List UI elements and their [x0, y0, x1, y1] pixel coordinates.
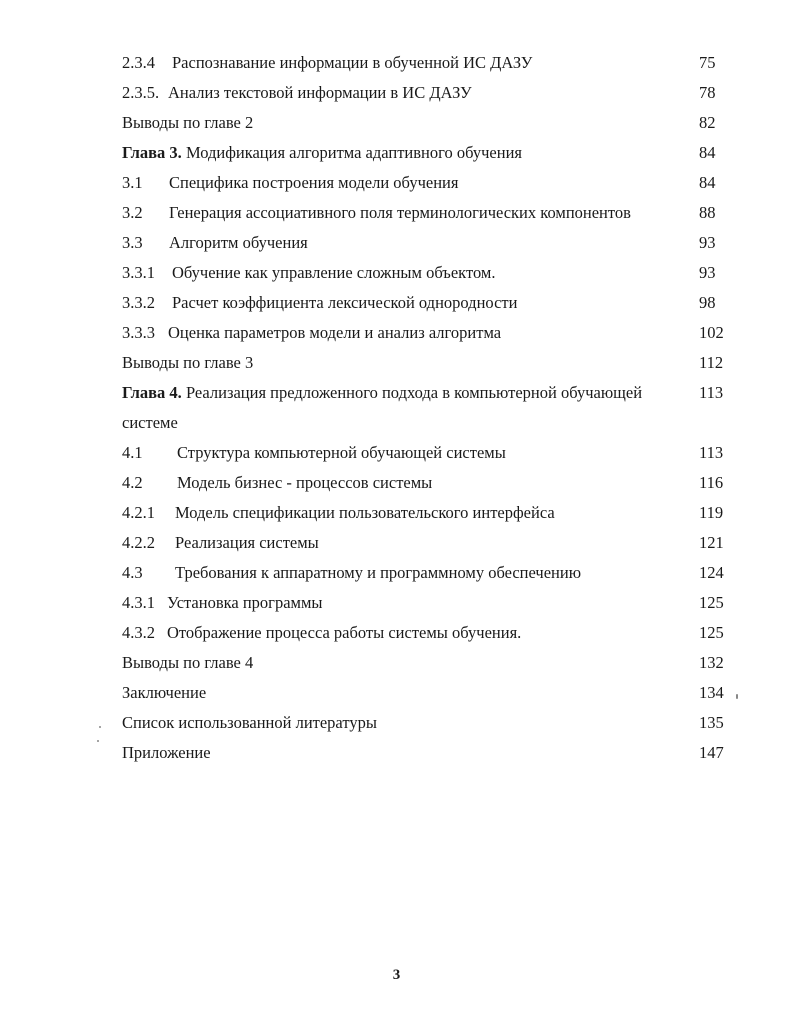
toc-entry-title: Выводы по главе 3	[122, 353, 254, 372]
toc-entry-number: 3.3.1	[122, 263, 155, 282]
toc-entry	[122, 498, 722, 528]
toc-entry	[122, 618, 722, 648]
toc-entry-number: 3.3.2	[122, 293, 155, 312]
toc-entry-page: 82	[699, 113, 716, 132]
toc-entry-number: 2.3.5.	[122, 83, 160, 102]
toc-chapter-entry	[122, 138, 722, 168]
scan-speck	[736, 694, 738, 699]
toc-entry	[122, 78, 722, 108]
toc-entry	[122, 48, 722, 78]
toc-entry-title: Оценка параметров модели и анализ алгоритма	[168, 323, 502, 342]
toc-entry	[122, 348, 722, 378]
toc-entry-page: 93	[699, 233, 716, 252]
toc-entry-title: Установка программы	[167, 593, 323, 612]
toc-entry-title: Алгоритм обучения	[169, 233, 308, 252]
toc-entry-title: Модель спецификации пользовательского интерфейса	[175, 503, 555, 522]
toc-entry-number: 3.2	[122, 203, 143, 222]
toc-entry-page: 112	[699, 353, 724, 372]
toc-entry	[122, 198, 722, 228]
toc-entry	[122, 258, 722, 288]
toc-entry-page: 84	[699, 173, 716, 192]
toc-entry-title-continuation: системе	[122, 413, 178, 432]
toc-entry-page: 98	[699, 293, 716, 312]
toc-entry-title: Модификация алгоритма адаптивного обучения	[181, 143, 522, 162]
toc-entry-title: Требования к аппаратному и программному обеспечению	[175, 563, 582, 582]
toc-entry-page: 113	[699, 443, 724, 462]
toc-entry-title: Заключение	[122, 683, 207, 702]
toc-entry-page: 147	[699, 743, 724, 762]
toc-entry-page: 135	[699, 713, 724, 732]
toc-entry-number: 3.1	[122, 173, 143, 192]
chapter-label: Глава 4.	[122, 383, 182, 402]
toc-entry-number: 4.2	[122, 473, 143, 492]
toc-entry-title: Отображение процесса работы системы обучения.	[167, 623, 522, 642]
toc-entry-title: Генерация ассоциативного поля терминологических компонентов	[169, 203, 631, 222]
toc-entry	[122, 468, 722, 498]
scan-speck	[99, 726, 101, 728]
toc-entry	[122, 438, 722, 468]
toc-entry-number: 4.2.2	[122, 533, 155, 552]
toc-entry-page: 119	[699, 503, 724, 522]
toc-entry	[122, 558, 722, 588]
toc-entry-page: 121	[699, 533, 724, 552]
toc-entry-page: 125	[699, 623, 724, 642]
toc-entry-page: 116	[699, 473, 724, 492]
toc-entry	[122, 528, 722, 558]
toc-entry-page: 88	[699, 203, 716, 222]
toc-entry-title: Расчет коэффициента лексической однородности	[172, 293, 518, 312]
toc-entry-title: Реализация системы	[175, 533, 319, 552]
toc-entry	[122, 288, 722, 318]
toc-entry	[122, 168, 722, 198]
toc-entry-number: 3.3.3	[122, 323, 155, 342]
toc-entry-page: 132	[699, 653, 724, 672]
scan-speck	[97, 740, 99, 742]
toc-entry-page: 134	[699, 683, 724, 702]
toc-entry-page: 125	[699, 593, 724, 612]
toc-entry-title: Выводы по главе 4	[122, 653, 254, 672]
chapter-label: Глава 3.	[122, 143, 182, 162]
toc-entry-title: Реализация предложенного подхода в компьютерной обучающей	[181, 383, 643, 402]
toc-entry-number: 4.3	[122, 563, 143, 582]
toc-entry-number: 4.3.1	[122, 593, 155, 612]
toc-entry-page: 113	[699, 383, 724, 402]
toc-entry-title: Приложение	[122, 743, 211, 762]
toc-entry-page: 93	[699, 263, 716, 282]
toc-entry-number: 4.2.1	[122, 503, 155, 522]
page-number: 3	[392, 967, 401, 983]
toc-entry-title: Распознавание информации в обученной ИС ДАЗУ	[172, 53, 533, 72]
toc-entry	[122, 318, 722, 348]
toc-entry-page: 124	[699, 563, 724, 582]
toc-entry	[122, 738, 722, 768]
toc-entry-page: 102	[699, 323, 724, 342]
toc-entry-title: Список использованной литературы	[122, 713, 377, 732]
toc-entry	[122, 648, 722, 678]
toc-entry	[122, 228, 722, 258]
toc-entry-number: 4.1	[122, 443, 143, 462]
toc-entry-number: 3.3	[122, 233, 143, 252]
toc-entry	[122, 588, 722, 618]
toc-entry-page: 84	[699, 143, 716, 162]
toc-entry-title: Специфика построения модели обучения	[169, 173, 459, 192]
toc-entry-title: Выводы по главе 2	[122, 113, 254, 132]
toc-entry-title: Структура компьютерной обучающей системы	[177, 443, 506, 462]
toc-entry-page: 75	[699, 53, 716, 72]
toc-entry-title: Анализ текстовой информации в ИС ДАЗУ	[168, 83, 472, 102]
toc-entry-number: 2.3.4	[122, 53, 155, 72]
toc-entry-page: 78	[699, 83, 716, 102]
toc-chapter-entry	[122, 378, 722, 408]
toc-entry-title: Обучение как управление сложным объектом.	[172, 263, 496, 282]
toc-entry	[122, 678, 722, 708]
toc-entry-number: 4.3.2	[122, 623, 155, 642]
toc-entry-title: Модель бизнес - процессов системы	[177, 473, 433, 492]
toc-entry	[122, 108, 722, 138]
toc-entry	[122, 708, 722, 738]
